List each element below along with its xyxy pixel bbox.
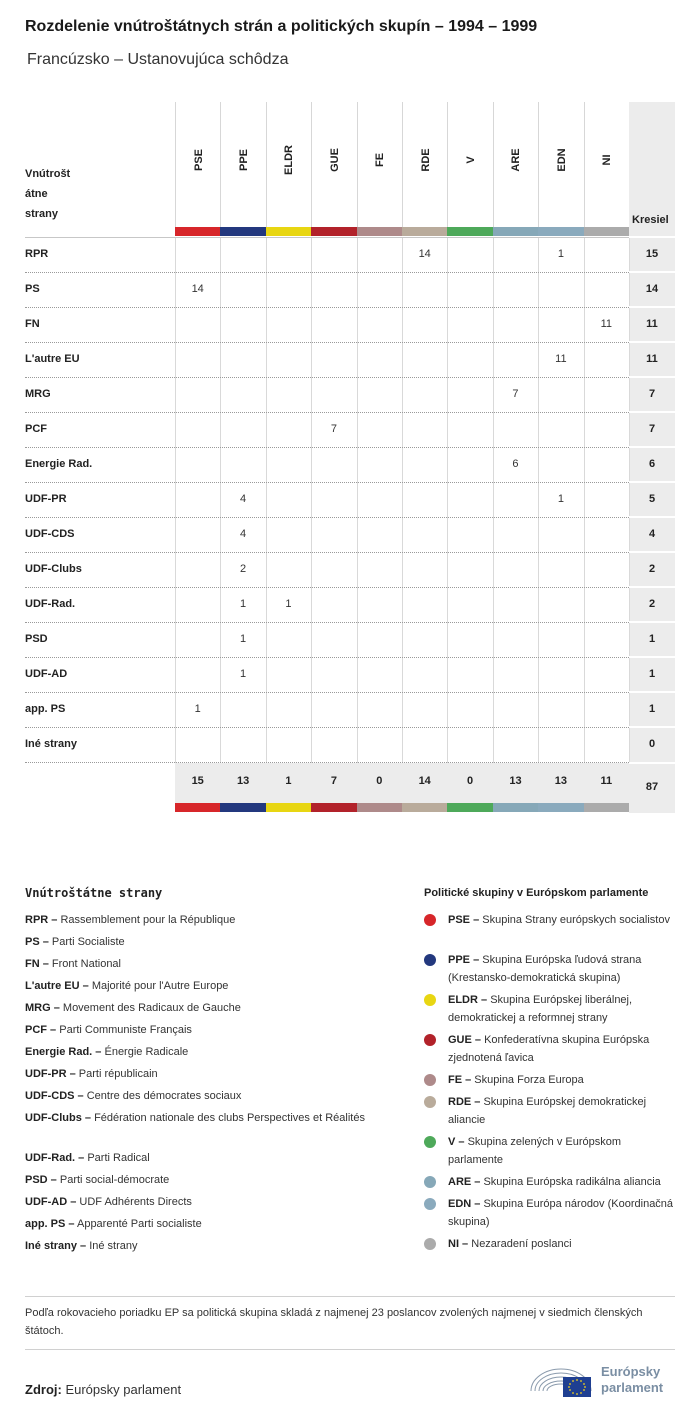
row-total: 5 — [648, 492, 656, 505]
footnote: Podľa rokovacieho poriadku EP sa politická skupina skladá z najmenej 23 poslancov zvolených najmenej v siedmich členských štátoch. — [25, 1307, 643, 1337]
national-legend-item — [25, 1237, 375, 1255]
legend-description: Skupina Európa národov (Koordinačná skupina) — [448, 1198, 674, 1228]
national-legend-item — [25, 1149, 375, 1167]
row-party-name: PS — [25, 282, 40, 295]
row-divider — [25, 447, 629, 448]
row-party-name: L'autre EU — [25, 352, 80, 365]
legend-abbreviation: app. PS – — [25, 1218, 75, 1230]
group-color-bar — [402, 803, 447, 812]
column-header — [493, 102, 539, 227]
legend-abbreviation: PPE – — [448, 954, 480, 966]
group-color-bar — [311, 803, 356, 812]
source — [25, 1382, 181, 1397]
group-color-bar — [357, 803, 402, 812]
group-color-bar — [266, 227, 311, 236]
legend-abbreviation: PCF – — [25, 1024, 57, 1036]
national-legend-item — [25, 955, 375, 973]
row-total: 6 — [648, 457, 656, 470]
row-total: 2 — [648, 562, 656, 575]
column-total: 0 — [467, 775, 474, 787]
legend-description: Skupina Európska ľudová strana (Krestansko-demokratická skupina) — [448, 954, 642, 984]
legend-description: Centre des démocrates sociaux — [86, 1090, 242, 1102]
legend-abbreviation: RPR – — [25, 914, 58, 926]
legend-description: Énergie Radicale — [104, 1046, 189, 1058]
page-title: Rozdelenie vnútroštátnych strán a politických skupín – 1994 – 1999 — [25, 18, 538, 35]
row-total: 11 — [646, 317, 658, 330]
column-header — [584, 102, 630, 227]
row-party-name: Energie Rad. — [25, 457, 93, 470]
legend-text — [448, 1093, 676, 1129]
row-total: 0 — [648, 737, 656, 750]
row-party-name: Iné strany — [25, 737, 77, 750]
column-total: 7 — [330, 775, 337, 787]
legend-description: Skupina Európska radikálna aliancia — [483, 1176, 661, 1188]
column-header — [447, 102, 493, 227]
logo-line: parlament — [601, 1380, 664, 1395]
legend-description: Parti Communiste Français — [59, 1024, 192, 1036]
grid-line — [266, 237, 267, 763]
legend-text — [448, 1133, 676, 1169]
row-divider — [25, 377, 629, 378]
legend-abbreviation: GUE – — [448, 1034, 482, 1046]
legend-text — [448, 1071, 676, 1089]
row-divider — [25, 727, 629, 728]
row-divider — [629, 621, 675, 623]
row-divider — [25, 657, 629, 658]
group-color-bar — [357, 227, 402, 236]
column-total: 0 — [376, 775, 383, 787]
legend-description: Parti Radical — [87, 1152, 150, 1164]
group-color-bar — [447, 803, 492, 812]
legend-color-dot — [424, 1198, 436, 1210]
row-divider — [25, 412, 629, 413]
row-divider — [629, 446, 675, 448]
legend-abbreviation: PS – — [25, 936, 49, 948]
legend-description: Parti républicain — [78, 1068, 158, 1080]
legend-abbreviation: RDE – — [448, 1096, 481, 1108]
legend-description: Parti Socialiste — [51, 936, 125, 948]
seat-value: 1 — [285, 597, 292, 610]
legend-color-dot — [424, 1096, 436, 1108]
legend-color-dot — [424, 914, 436, 926]
national-legend-item — [25, 1109, 375, 1127]
row-divider — [629, 551, 675, 553]
legend-description: Konfederatívna skupina Európska zjednotená ľavica — [448, 1034, 650, 1064]
column-total: 11 — [600, 775, 613, 787]
national-legend-item — [25, 1043, 375, 1061]
row-party-name: MRG — [25, 387, 51, 400]
row-party-name: app. PS — [25, 702, 66, 715]
row-divider — [25, 692, 629, 693]
national-legend-item — [25, 1171, 375, 1189]
row-total: 1 — [648, 667, 656, 680]
legend-color-dot — [424, 994, 436, 1006]
row-party-name: RPR — [25, 247, 49, 260]
row-party-name: UDF-PR — [25, 492, 67, 505]
group-color-bar — [311, 227, 356, 236]
national-legend-item — [25, 911, 375, 929]
legend-abbreviation: V – — [448, 1136, 465, 1148]
row-divider — [629, 376, 675, 378]
column-total: 13 — [554, 775, 567, 787]
seat-value: 6 — [512, 457, 519, 470]
row-total: 7 — [648, 422, 656, 435]
column-header — [175, 102, 221, 227]
column-header-label: RDE — [419, 148, 432, 172]
seat-value: 1 — [557, 492, 564, 505]
row-total: 14 — [645, 282, 659, 295]
row-party-name: UDF-Rad. — [25, 597, 76, 610]
group-color-bar — [220, 227, 265, 236]
column-header-label: FE — [374, 152, 387, 168]
legend-description: Skupina Strany európskych socialistov — [482, 914, 670, 926]
legend-description: Apparenté Parti socialiste — [76, 1218, 202, 1230]
european-parliament-logo — [529, 1359, 679, 1399]
legend-abbreviation: UDF-PR – — [25, 1068, 76, 1080]
column-header-label: GUE — [328, 148, 341, 172]
row-header-label: strany — [25, 208, 59, 220]
row-divider — [629, 656, 675, 658]
row-party-name: PCF — [25, 422, 47, 435]
row-total: 7 — [648, 387, 656, 400]
legend-description: Iné strany — [89, 1240, 138, 1252]
seat-value: 11 — [600, 317, 612, 330]
row-divider — [25, 342, 629, 343]
row-divider — [25, 517, 629, 518]
legend-abbreviation: Energie Rad. – — [25, 1046, 102, 1058]
row-total: 1 — [648, 702, 656, 715]
legend-abbreviation: MRG – — [25, 1002, 60, 1014]
legend-text — [448, 1031, 676, 1067]
row-divider — [629, 762, 675, 764]
grid-line — [357, 237, 358, 763]
row-divider — [25, 307, 629, 308]
row-divider — [629, 586, 675, 588]
parliament-hemicycle-icon — [529, 1359, 593, 1399]
grid-line — [447, 237, 448, 763]
legend-abbreviation: UDF-AD – — [25, 1196, 77, 1208]
row-header-label: átne — [25, 188, 48, 200]
group-color-bar — [584, 803, 629, 812]
group-color-bar — [493, 803, 538, 812]
national-legend-item — [25, 1065, 375, 1083]
legend-abbreviation: FE – — [448, 1074, 472, 1086]
seat-value: 1 — [557, 247, 564, 260]
legend-description: UDF Adhérents Directs — [79, 1196, 192, 1208]
legend-abbreviation: UDF-CDS – — [25, 1090, 84, 1102]
legend-abbreviation: PSE – — [448, 914, 480, 926]
seat-value: 1 — [194, 702, 201, 715]
legend-abbreviation: NI – — [448, 1238, 469, 1250]
grid-line — [311, 237, 312, 763]
legend-description: Skupina zelených v Európskom parlamente — [448, 1136, 622, 1166]
row-divider — [629, 271, 675, 273]
row-party-name: UDF-AD — [25, 667, 68, 680]
row-party-name: FN — [25, 317, 40, 330]
national-legend-item — [25, 1193, 375, 1211]
column-header — [220, 102, 266, 227]
row-divider — [25, 622, 629, 623]
column-header — [402, 102, 448, 227]
row-divider — [629, 481, 675, 483]
national-legend-item — [25, 1215, 375, 1233]
row-divider — [629, 306, 675, 308]
legend-description: Front National — [51, 958, 121, 970]
seat-value: 4 — [240, 492, 247, 505]
row-divider — [25, 482, 629, 483]
seat-value: 4 — [240, 527, 247, 540]
seat-value: 7 — [330, 422, 337, 435]
row-divider — [25, 272, 629, 273]
row-header-label: Vnútrošt — [25, 168, 71, 180]
row-divider — [629, 411, 675, 413]
legend-color-dot — [424, 1074, 436, 1086]
column-header — [311, 102, 357, 227]
row-divider — [25, 587, 629, 588]
grand-total: 87 — [645, 781, 659, 793]
row-divider — [629, 516, 675, 518]
legend-abbreviation: Iné strany – — [25, 1240, 87, 1252]
group-color-bar — [538, 803, 583, 812]
row-divider — [629, 726, 675, 728]
column-header — [266, 102, 312, 227]
seat-value: 7 — [512, 387, 519, 400]
legend-abbreviation: L'autre EU – — [25, 980, 89, 992]
group-color-bar — [220, 803, 265, 812]
column-total: 14 — [418, 775, 431, 787]
column-header-label: PPE — [238, 148, 251, 172]
legend-abbreviation: UDF-Rad. – — [25, 1152, 85, 1164]
legend-description: Movement des Radicaux de Gauche — [62, 1002, 241, 1014]
grid-line — [493, 237, 494, 763]
legend-abbreviation: ARE – — [448, 1176, 481, 1188]
legend-description: Rassemblement pour la République — [60, 914, 236, 926]
group-color-bar — [447, 227, 492, 236]
national-legend-item — [25, 977, 375, 995]
row-party-name: PSD — [25, 632, 48, 645]
legend-abbreviation: ELDR – — [448, 994, 488, 1006]
header-divider — [25, 237, 629, 238]
column-header — [357, 102, 403, 227]
grid-line — [175, 237, 176, 763]
group-color-bar — [538, 227, 583, 236]
seat-value: 1 — [240, 667, 247, 680]
legend-description: Skupina Európskej demokratickej aliancie — [448, 1096, 647, 1126]
seat-value: 14 — [418, 247, 431, 260]
legend-description: Parti social-démocrate — [59, 1174, 170, 1186]
row-total: 11 — [646, 352, 658, 365]
group-color-bar — [175, 803, 220, 812]
national-legend-item — [25, 1021, 375, 1039]
column-total: 13 — [236, 775, 250, 787]
legend-text — [448, 1235, 676, 1253]
grid-line — [584, 237, 585, 763]
legend-color-dot — [424, 1136, 436, 1148]
row-divider — [25, 552, 629, 553]
legend-description: Nezaradení poslanci — [471, 1238, 572, 1250]
column-header-label: ELDR — [283, 145, 296, 175]
seat-value: 2 — [240, 562, 247, 575]
seat-value: 1 — [240, 597, 247, 610]
divider — [25, 1349, 675, 1350]
page-subtitle: Francúzsko – Ustanovujúca schôdza — [27, 51, 289, 68]
source-label: Zdroj: — [25, 1382, 62, 1397]
row-party-name: UDF-Clubs — [25, 562, 82, 575]
seat-value: 1 — [240, 632, 247, 645]
national-legend-item — [25, 933, 375, 951]
group-color-bar — [175, 227, 220, 236]
national-legend-heading: Vnútroštátne strany — [25, 886, 163, 900]
legend-color-dot — [424, 1176, 436, 1188]
source-text: Európsky parlament — [65, 1382, 182, 1397]
column-header-label: NI — [601, 154, 614, 166]
row-total: 4 — [648, 527, 656, 540]
legend-color-dot — [424, 1034, 436, 1046]
legend-color-dot — [424, 954, 436, 966]
logo-line: Európsky — [601, 1364, 661, 1379]
group-color-bar — [584, 227, 629, 236]
column-total: 13 — [509, 775, 522, 787]
row-divider — [629, 236, 675, 238]
column-header-label: ARE — [510, 148, 523, 172]
legend-text — [448, 911, 676, 929]
row-divider — [629, 341, 675, 343]
column-total: 15 — [191, 775, 204, 787]
row-total: 15 — [645, 247, 659, 260]
column-header-label: PSE — [192, 148, 205, 172]
national-legend-item — [25, 999, 375, 1017]
group-color-bar — [266, 803, 311, 812]
legend-abbreviation: EDN – — [448, 1198, 481, 1210]
legend-description: Majorité pour l'Autre Europe — [91, 980, 229, 992]
logo-text — [601, 1364, 663, 1396]
legend-abbreviation: UDF-Clubs – — [25, 1112, 91, 1124]
legend-text — [448, 951, 676, 987]
column-header — [538, 102, 584, 227]
legend-color-dot — [424, 1238, 436, 1250]
row-party-name: UDF-CDS — [25, 527, 75, 540]
divider — [25, 1296, 675, 1297]
legend-text — [448, 1173, 676, 1191]
legend-description: Skupina Forza Europa — [474, 1074, 584, 1086]
national-legend-item — [25, 1087, 375, 1105]
total-column-header: Kresiel — [632, 214, 669, 226]
column-header-label: EDN — [555, 148, 568, 172]
grid-line — [402, 237, 403, 763]
legend-description: Skupina Európskej liberálnej, demokratickej a reformnej strany — [448, 994, 633, 1024]
seat-value: 14 — [191, 282, 204, 295]
column-header-label: V — [465, 156, 478, 164]
row-total: 2 — [648, 597, 656, 610]
group-color-bar — [493, 227, 538, 236]
legend-text — [448, 991, 676, 1027]
legend-text — [448, 1195, 676, 1231]
seat-value: 11 — [555, 352, 567, 365]
row-divider — [629, 691, 675, 693]
legend-description: Fédération nationale des clubs Perspectives et Réalités — [94, 1112, 365, 1124]
row-total: 1 — [648, 632, 656, 645]
legend-abbreviation: FN – — [25, 958, 49, 970]
group-legend-heading: Politické skupiny v Európskom parlamente — [424, 887, 649, 899]
legend-abbreviation: PSD – — [25, 1174, 57, 1186]
column-total: 1 — [285, 775, 292, 787]
group-color-bar — [402, 227, 447, 236]
